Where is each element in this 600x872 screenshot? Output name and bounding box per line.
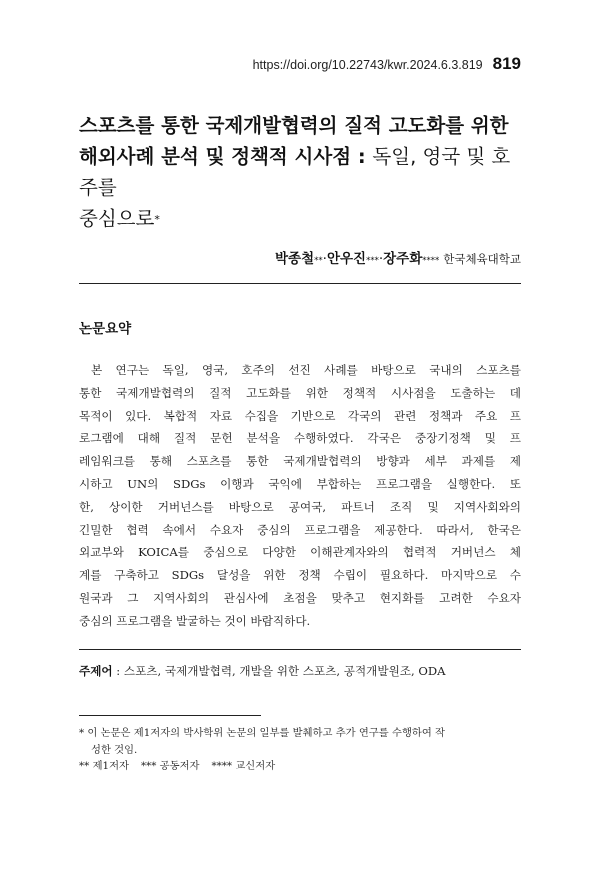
page-header bbox=[253, 54, 521, 74]
keywords-divider bbox=[79, 649, 521, 650]
abstract-line: 목적이 있다. 복합적 자료 수집을 기반으로 각국의 관련 정책과 주요 프 bbox=[79, 408, 521, 423]
abstract-line: 외교부와 KOICA를 중심으로 다양한 이해관계자와의 협력적 거버넌스 체 bbox=[79, 545, 521, 560]
abstract-line: 계를 구축하고 SDGs 달성을 위한 정책 수립이 필요하다. 마지막으로 수 bbox=[79, 568, 521, 583]
author-3: 장주화 bbox=[383, 251, 423, 267]
keywords-label: 주제어 bbox=[79, 664, 113, 678]
title-line-2 bbox=[79, 141, 529, 203]
keywords bbox=[79, 663, 446, 679]
abstract-line: 한, 상이한 거버넌스를 바탕으로 공여국, 파트너 조직 및 지역사회와의 bbox=[79, 499, 521, 514]
footnote-rule bbox=[79, 715, 261, 716]
abstract-line: 원국과 그 지역사회의 관심사에 초점을 맞추고 현지화를 고려한 수요자 bbox=[79, 590, 521, 605]
abstract-body bbox=[79, 359, 521, 633]
footnote-corresponding-author: **** 교신저자 bbox=[211, 760, 276, 772]
author-1-mark: ** bbox=[314, 256, 323, 266]
footnotes bbox=[79, 725, 521, 775]
paper-title bbox=[79, 110, 529, 235]
abstract-line: 레임워크를 통해 스포츠를 통한 국제개발협력의 방향과 세부 과제를 제 bbox=[79, 454, 521, 469]
author-line bbox=[275, 247, 521, 267]
keywords-separator: : bbox=[112, 664, 124, 678]
author-separator: · bbox=[378, 251, 384, 267]
abstract-line: 본 연구는 독일, 영국, 호주의 선진 사례를 바탕으로 국내의 스포츠를 bbox=[91, 363, 521, 377]
abstract-line: 중심의 프로그램을 발굴하는 것이 바람직하다. bbox=[79, 613, 311, 628]
title-footnote-mark: * bbox=[154, 213, 160, 226]
title-line-3 bbox=[79, 203, 529, 235]
footnote-author-roles bbox=[79, 758, 521, 775]
abstract-heading: 논문요약 bbox=[79, 321, 132, 337]
abstract-line: 긴밀한 협력 속에서 수요자 중심의 프로그램을 제공한다. 따라서, 한국은 bbox=[79, 522, 521, 537]
title-line-1 bbox=[79, 110, 529, 141]
page-number: 819 bbox=[492, 54, 521, 73]
keywords-list: 스포츠, 국제개발협력, 개발을 위한 스포츠, 공적개발원조, ODA bbox=[123, 664, 446, 678]
author-2-mark: *** bbox=[366, 256, 379, 266]
title-line-1-text: 스포츠를 통한 국제개발협력의 질적 고도화를 위한 bbox=[79, 114, 509, 137]
header-divider bbox=[79, 283, 521, 284]
abstract-line: 시하고 UN의 SDGs 이행과 국익에 부합하는 프로그램을 실행한다. 또 bbox=[79, 476, 521, 491]
affiliation: 한국체육대학교 bbox=[443, 252, 521, 266]
author-separator: · bbox=[322, 251, 327, 267]
footnote-co-author: *** 공동저자 bbox=[140, 760, 200, 772]
author-1: 박종철 bbox=[275, 251, 315, 267]
footnote-1-continued: 성한 것임. bbox=[91, 743, 138, 756]
abstract-line: 로그램에 대해 질적 문헌 분석을 수행하였다. 각국은 중장기정책 및 프 bbox=[79, 431, 521, 446]
title-subtitle-end: 중심으로 bbox=[79, 207, 155, 230]
footnote-1: * 이 논문은 제1저자의 박사학위 논문의 일부를 발췌하고 추가 연구를 수행하여 작 bbox=[79, 727, 445, 739]
footnote-first-author: ** 제1저자 bbox=[79, 760, 129, 772]
abstract-line: 통한 국제개발협력의 질적 고도화를 위한 정책적 시사점을 도출하는 데 bbox=[79, 385, 521, 400]
author-3-mark: **** bbox=[422, 256, 440, 266]
title-main-part: 해외사례 분석 및 정책적 시사점 : bbox=[79, 145, 373, 168]
title-subtitle-part: 독일, 영국 및 호주를 bbox=[79, 145, 511, 199]
author-2: 안우진 bbox=[326, 251, 367, 267]
doi-link[interactable]: https://doi.org/10.22743/kwr.2024.6.3.819 bbox=[252, 58, 483, 72]
